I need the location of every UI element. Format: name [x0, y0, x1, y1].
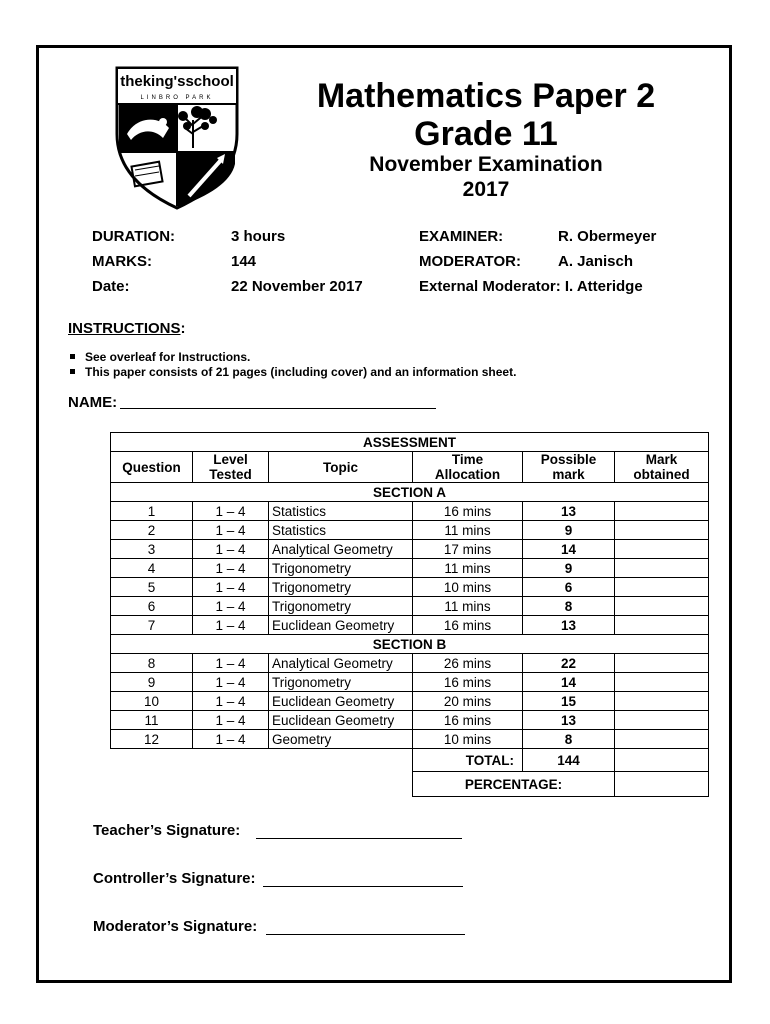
teacher-signature-line[interactable] [256, 822, 462, 839]
possible-mark-cell: 6 [523, 578, 615, 597]
time-cell: 16 mins [413, 502, 523, 521]
level-cell: 1 – 4 [193, 654, 269, 673]
topic-cell: Trigonometry [269, 559, 413, 578]
instructions-list [70, 350, 516, 380]
topic-cell: Euclidean Geometry [269, 616, 413, 635]
level-cell: 1 – 4 [193, 711, 269, 730]
table-row [111, 559, 709, 578]
mark-obtained-cell[interactable] [615, 616, 709, 635]
instruction-item: This paper consists of 21 pages (including cover) and an information sheet. [70, 365, 516, 380]
level-cell: 1 – 4 [193, 521, 269, 540]
time-cell: 10 mins [413, 578, 523, 597]
header-topic: Topic [269, 452, 413, 483]
table-row [111, 578, 709, 597]
moderator-signature-line[interactable] [266, 918, 465, 935]
table-row [111, 597, 709, 616]
possible-mark-cell: 9 [523, 521, 615, 540]
mark-obtained-cell[interactable] [615, 559, 709, 578]
assessment-title: ASSESSMENT [111, 433, 709, 452]
date-label: Date: [92, 278, 130, 295]
topic-cell: Euclidean Geometry [269, 692, 413, 711]
possible-mark-cell: 14 [523, 540, 615, 559]
table-row [111, 711, 709, 730]
mark-obtained-cell[interactable] [615, 673, 709, 692]
topic-cell: Geometry [269, 730, 413, 749]
examiner-label: EXAMINER: [419, 228, 504, 245]
question-cell: 3 [111, 540, 193, 559]
question-cell: 8 [111, 654, 193, 673]
topic-cell: Analytical Geometry [269, 540, 413, 559]
mark-obtained-cell[interactable] [615, 654, 709, 673]
instructions-heading-text: INSTRUCTIONS [68, 320, 181, 337]
table-row [111, 730, 709, 749]
bullet-icon [70, 369, 75, 374]
table-row [111, 673, 709, 692]
question-cell: 1 [111, 502, 193, 521]
table-row [111, 654, 709, 673]
school-crest-logo [113, 64, 241, 210]
header-question: Question [111, 452, 193, 483]
question-cell: 6 [111, 597, 193, 616]
topic-cell: Statistics [269, 502, 413, 521]
topic-cell: Statistics [269, 521, 413, 540]
total-value: 144 [523, 749, 615, 772]
examiner-value: R. Obermeyer [558, 228, 657, 245]
header-possible: Possible mark [523, 452, 615, 483]
possible-mark-cell: 13 [523, 711, 615, 730]
level-cell: 1 – 4 [193, 673, 269, 692]
external-moderator-label: External Moderator: [419, 278, 561, 295]
topic-cell: Analytical Geometry [269, 654, 413, 673]
possible-mark-cell: 8 [523, 730, 615, 749]
crest-location: LINBRO PARK [140, 95, 214, 101]
question-cell: 2 [111, 521, 193, 540]
crest-school-name: theking'sschool [120, 73, 234, 90]
topic-cell: Euclidean Geometry [269, 711, 413, 730]
moderator-value: A. Janisch [558, 253, 634, 270]
time-cell: 17 mins [413, 540, 523, 559]
date-value: 22 November 2017 [231, 278, 363, 295]
paper-title: Mathematics Paper 2 [316, 77, 656, 115]
time-cell: 11 mins [413, 597, 523, 616]
header-time: Time Allocation [413, 452, 523, 483]
mark-obtained-cell[interactable] [615, 521, 709, 540]
possible-mark-cell: 13 [523, 616, 615, 635]
possible-mark-cell: 13 [523, 502, 615, 521]
question-cell: 9 [111, 673, 193, 692]
possible-mark-cell: 22 [523, 654, 615, 673]
mark-obtained-cell[interactable] [615, 730, 709, 749]
possible-mark-cell: 9 [523, 559, 615, 578]
level-cell: 1 – 4 [193, 692, 269, 711]
total-obtained-cell[interactable] [615, 749, 709, 772]
marks-label: MARKS: [92, 253, 152, 270]
time-cell: 20 mins [413, 692, 523, 711]
assessment-table [110, 432, 709, 797]
mark-obtained-cell[interactable] [615, 692, 709, 711]
bullet-icon [70, 354, 75, 359]
table-row [111, 692, 709, 711]
question-cell: 4 [111, 559, 193, 578]
controller-signature-line[interactable] [263, 870, 463, 887]
name-field-line[interactable] [120, 394, 436, 409]
level-cell: 1 – 4 [193, 540, 269, 559]
instructions-colon: : [180, 320, 186, 337]
total-row [111, 749, 709, 772]
time-cell: 10 mins [413, 730, 523, 749]
mark-obtained-cell[interactable] [615, 540, 709, 559]
exam-subtitle: November Examination [369, 153, 603, 176]
header-level: Level Tested [193, 452, 269, 483]
question-cell: 5 [111, 578, 193, 597]
mark-obtained-cell[interactable] [615, 502, 709, 521]
moderator-label: MODERATOR: [419, 253, 521, 270]
level-cell: 1 – 4 [193, 559, 269, 578]
topic-cell: Trigonometry [269, 673, 413, 692]
mark-obtained-cell[interactable] [615, 578, 709, 597]
percentage-row [111, 772, 709, 797]
table-row [111, 616, 709, 635]
time-cell: 11 mins [413, 521, 523, 540]
percentage-cell[interactable] [615, 772, 709, 797]
table-row [111, 521, 709, 540]
total-label: TOTAL: [413, 749, 523, 772]
instruction-item: See overleaf for Instructions. [70, 350, 516, 365]
percentage-label: PERCENTAGE: [413, 772, 615, 797]
time-cell: 26 mins [413, 654, 523, 673]
table-header-row [111, 452, 709, 483]
time-cell: 16 mins [413, 673, 523, 692]
section-a-heading: SECTION A [111, 483, 709, 502]
mark-obtained-cell[interactable] [615, 711, 709, 730]
level-cell: 1 – 4 [193, 578, 269, 597]
mark-obtained-cell[interactable] [615, 597, 709, 616]
duration-label: DURATION: [92, 228, 176, 245]
possible-mark-cell: 14 [523, 673, 615, 692]
table-row [111, 540, 709, 559]
level-cell: 1 – 4 [193, 597, 269, 616]
level-cell: 1 – 4 [193, 730, 269, 749]
marks-value: 144 [231, 253, 257, 270]
teacher-signature-label: Teacher’s Signature: [93, 822, 241, 839]
external-moderator-value: I. Atteridge [564, 278, 643, 295]
time-cell: 16 mins [413, 711, 523, 730]
level-cell: 1 – 4 [193, 616, 269, 635]
question-cell: 12 [111, 730, 193, 749]
grade-title: Grade 11 [414, 115, 558, 153]
instructions-heading [68, 320, 186, 337]
name-label: NAME: [68, 394, 118, 411]
possible-mark-cell: 15 [523, 692, 615, 711]
topic-cell: Trigonometry [269, 597, 413, 616]
external-moderator [419, 278, 643, 295]
section-b-heading: SECTION B [111, 635, 709, 654]
controller-signature-label: Controller’s Signature: [93, 870, 256, 887]
header-obtained: Mark obtained [615, 452, 709, 483]
table-row [111, 502, 709, 521]
question-cell: 10 [111, 692, 193, 711]
possible-mark-cell: 8 [523, 597, 615, 616]
level-cell: 1 – 4 [193, 502, 269, 521]
time-cell: 16 mins [413, 616, 523, 635]
question-cell: 11 [111, 711, 193, 730]
topic-cell: Trigonometry [269, 578, 413, 597]
moderator-signature-label: Moderator’s Signature: [93, 918, 258, 935]
duration-value: 3 hours [231, 228, 286, 245]
time-cell: 11 mins [413, 559, 523, 578]
question-cell: 7 [111, 616, 193, 635]
exam-year: 2017 [462, 178, 510, 201]
